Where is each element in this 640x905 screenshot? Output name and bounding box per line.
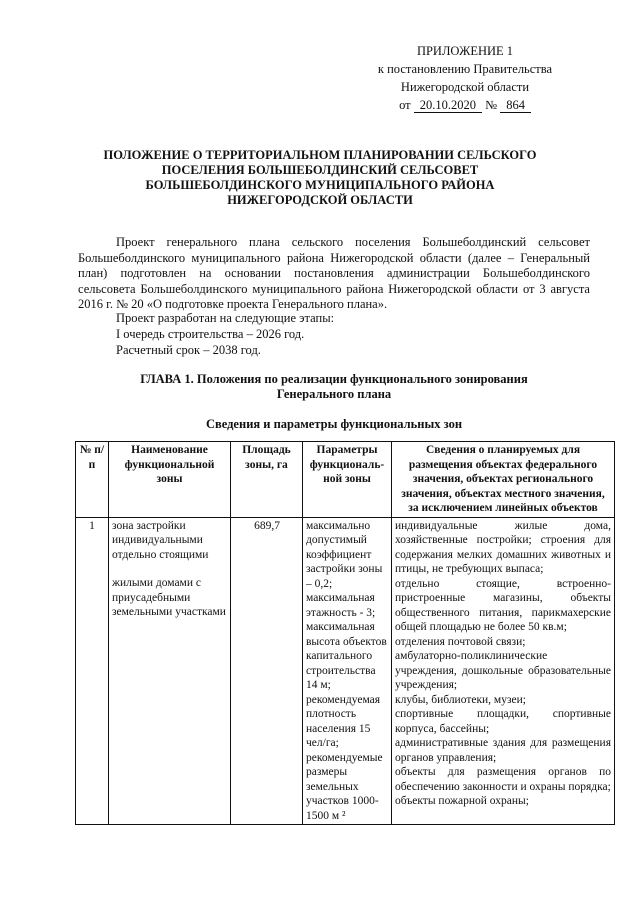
chapter-line-2: Генерального плана <box>276 387 392 401</box>
stage-1: I очередь строительства – 2026 год. <box>116 327 305 341</box>
row-params <box>303 517 392 825</box>
object-item: отдельно стоящие, встроенно-пристроенные магазины, объекты общественного питания, парикмахерские общей площадью не более 50 кв.м; <box>395 577 611 633</box>
header-objects: Сведения о планируемых для размещения объектах федерального значения, объектах регионального значения, объектах местного значения, за исключением линейных объектов <box>392 442 615 518</box>
header-name: Наименование функциональной зоны <box>109 442 231 518</box>
zone-name-part-1: зона застройки индивидуальными отдельно стоящими <box>112 519 209 561</box>
stages-intro: Проект разработан на следующие этапы: <box>116 311 335 325</box>
zone-name-part-2: жилыми домами с приусадебными земельными участками <box>112 577 226 618</box>
object-item: спортивные площадки, спортивные корпуса, бассейны; <box>395 708 611 735</box>
document-title <box>80 148 560 208</box>
decree-number: 864 <box>500 98 531 113</box>
title-line-1: ПОЛОЖЕНИЕ О ТЕРРИТОРИАЛЬНОМ ПЛАНИРОВАНИИ СЕЛЬСКОГО <box>103 148 537 162</box>
table-row <box>76 517 615 825</box>
intro-paragraph-text: Проект генерального плана сельского поселения Большеболдинский сельсовет Большеболдинского муниципального района Нижегородской области (далее – Генеральный план) подготовлен на основании постановления администрации Большеболдинского сельсовета Большеболдинского муниципального района Нижегородской области от 3 августа 2016 г. № 20 «О подготовке проекта Генерального плана». <box>78 235 590 311</box>
object-item: амбулаторно-поликлинические учреждения, дошкольные образовательные учреждения; <box>395 650 611 691</box>
row-objects <box>392 517 615 825</box>
row-area: 689,7 <box>231 517 303 825</box>
object-item: индивидуальные жилые дома, хозяйственные постройки; строения для содержания мелких домашних животных и птицы, не требующих выпаса; <box>395 519 611 575</box>
appendix-block <box>360 42 570 114</box>
decree-date: 20.10.2020 <box>414 98 482 113</box>
header-params: Параметры функциональ-ной зоны <box>303 442 392 518</box>
object-item: административные здания для размещения органов управления; <box>395 737 611 764</box>
object-item: клубы, библиотеки, музеи; <box>395 693 526 706</box>
title-line-3: БОЛЬШЕБОЛДИНСКОГО МУНИЦИПАЛЬНОГО РАЙОНА <box>145 178 495 192</box>
number-sign: № <box>485 98 498 112</box>
appendix-title: ПРИЛОЖЕНИЕ 1 <box>416 44 514 58</box>
row-zone-name <box>109 517 231 825</box>
param-item: максимальная высота объектов капитального строительства 14 м; <box>306 621 387 691</box>
param-item: максимальная этажность - 3; <box>306 592 376 619</box>
zones-table <box>75 441 615 825</box>
header-num: № п/п <box>76 442 109 518</box>
appendix-line-2: Нижегородской области <box>400 80 530 94</box>
param-item: максимально допустимый коэффициент застройки зоны – 0,2; <box>306 519 383 590</box>
row-num: 1 <box>76 517 109 825</box>
title-line-2: ПОСЕЛЕНИЯ БОЛЬШЕБОЛДИНСКИЙ СЕЛЬСОВЕТ <box>161 163 479 177</box>
param-item: рекомендуемые размеры земельных участков 1000-1500 м ² <box>306 751 383 822</box>
object-item: объекты пожарной охраны; <box>395 795 529 807</box>
header-area: Площадь зоны, га <box>231 442 303 518</box>
title-line-4: НИЖЕГОРОДСКОЙ ОБЛАСТИ <box>227 193 413 207</box>
table-subtitle: Сведения и параметры функциональных зон <box>205 417 463 431</box>
object-item: объекты для размещения органов по обеспечению законности и охраны порядка; <box>395 766 611 793</box>
param-item: рекомендуемая плотность населения 15 чел/га; <box>306 693 381 749</box>
chapter-heading <box>78 372 590 402</box>
date-prefix: от <box>399 98 411 112</box>
object-item: отделения почтовой связи; <box>395 635 526 648</box>
intro-paragraph <box>78 235 590 313</box>
table-header-row <box>76 442 615 518</box>
chapter-line-1: ГЛАВА 1. Положения по реализации функционального зонирования <box>140 372 528 386</box>
stage-2: Расчетный срок – 2038 год. <box>116 343 261 357</box>
appendix-line-1: к постановлению Правительства <box>377 62 553 76</box>
appendix-date-line <box>360 96 570 114</box>
